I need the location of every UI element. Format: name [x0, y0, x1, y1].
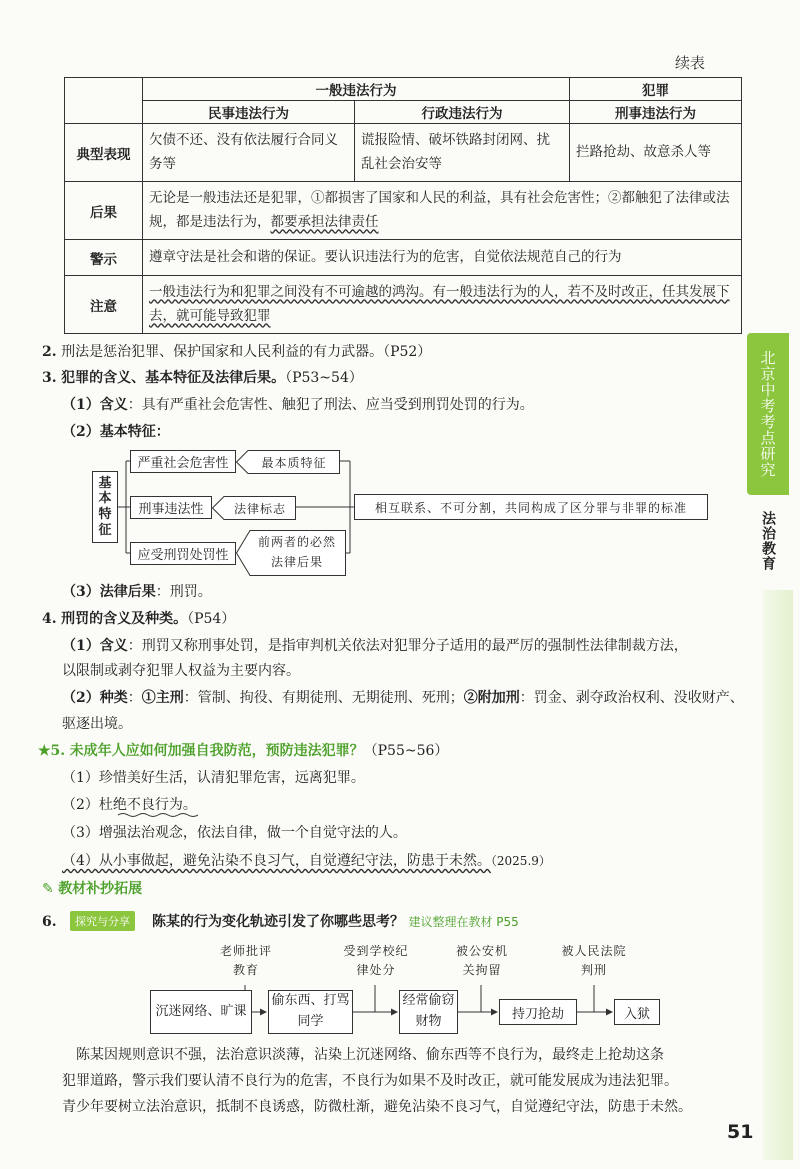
item-text: 刑法是惩治犯罪、保护国家和人民利益的有力武器。（P52）	[61, 344, 432, 360]
feature-box: 严重社会危害性	[130, 450, 236, 473]
page-number: 51	[727, 1121, 754, 1143]
table-cell: 拦路抢劫、故意杀人等	[570, 124, 742, 182]
col-admin-header: 行政违法行为	[355, 101, 570, 124]
continued-label: 续表	[674, 54, 705, 72]
group-crime-header: 犯罪	[570, 78, 742, 101]
prevention-point-text: （4）从小事做起，避免沾染不良习气，自觉遵纪守法，防患于未然。	[62, 853, 491, 869]
item-number: ★5.	[38, 743, 66, 759]
subject-side-label: 法治教育	[760, 511, 776, 571]
point-label: （3）法律后果	[62, 584, 156, 600]
item-title: 刑罚的含义及种类。	[61, 611, 188, 627]
feature-box: 刑事违法性	[130, 496, 212, 519]
feature-box: 应受刑罚处罚性	[130, 542, 236, 565]
row-head: 警示	[65, 240, 143, 276]
item-3-features-label: （2）基本特征：	[62, 424, 170, 440]
item-number: 4.	[42, 611, 57, 627]
table-cell: 欠债不还、没有依法履行合同义务等	[143, 124, 355, 182]
trajectory-step: 沉迷网络、旷课	[150, 990, 252, 1034]
note-text: 前两者的必然法律后果	[257, 535, 336, 569]
trigger-label: 被公安机关拘留	[455, 944, 508, 978]
trigger-label: 老师批评教育	[219, 944, 272, 978]
item-4-types-cont: 驱逐出境。	[62, 716, 132, 732]
point-label: （2）种类	[62, 690, 128, 706]
prevention-point: （1）珍惜美好生活，认清犯罪危害，远离犯罪。	[62, 770, 365, 786]
page-ref: （P55~56）	[363, 743, 449, 759]
main-penalty-text: ：管制、拘役、有期徒刑、无期徒刑、死刑；	[183, 690, 464, 706]
note-text: 法律标志	[233, 501, 286, 516]
point-label: （1）含义	[62, 638, 128, 654]
diagram-root: 基本特征	[92, 471, 118, 543]
row-head: 注意	[65, 276, 143, 334]
note-text: 一般违法行为和犯罪之间没有不可逾越的鸿沟。有一般违法行为的人，若不及时改正，任其发展下去，就可能导致犯罪	[149, 283, 730, 324]
trajectory-step: 经常偷窃财物	[399, 990, 458, 1034]
consequence-emphasis: 都要承担法律责任	[270, 213, 379, 230]
row-head: 典型表现	[65, 124, 143, 182]
consequence-text: 无论是一般违法还是犯罪，①都损害了国家和人民的利益，具有社会危害性；②都触犯了法律或法规，都是违法行为，	[149, 189, 730, 230]
item-title: 未成年人应如何加强自我防范，预防违法犯罪？	[69, 743, 364, 759]
item-number: 2.	[42, 344, 57, 360]
item-4-types: （2）种类：①主刑：管制、拘役、有期徒刑、无期徒刑、死刑；②附加刑：罚金、剥夺政治权利、没收财产、	[62, 690, 744, 706]
additional-penalty-label: ②附加刑	[463, 690, 520, 706]
summary-box: 相互联系、不可分割，共同构成了区分罪与非罪的标准	[354, 494, 708, 520]
item-4-meaning-cont: 以限制或剥夺犯罪人权益为主要内容。	[62, 663, 300, 679]
conclusion-line: 青少年要树立法治意识，抵制不良诱惑，防微杜渐，避免沾染不良习气，自觉遵纪守法，防患于未然。	[62, 1099, 692, 1115]
textbook-hint: 建议整理在教材 P55	[408, 915, 519, 929]
page-ref: （P53~54）	[285, 370, 363, 386]
point-text: ：刑罚。	[155, 584, 212, 600]
exam-year: （2025.9）	[490, 854, 551, 868]
trajectory-step: 入狱	[614, 999, 660, 1025]
table-cell: 遵章守法是社会和谐的保证。要认识违法行为的危害，自觉依法规范自己的行为	[143, 240, 742, 276]
explore-share-tag: 探究与分享	[70, 911, 135, 931]
page-ref: （P54）	[187, 611, 236, 627]
supplement-title: 教材补抄拓展	[58, 881, 143, 897]
point-text: ：刑罚又称刑事处罚，是指审判机关依法对犯罪分子适用的最严厉的强制性法律制裁方法，	[127, 638, 688, 654]
prevention-point: （2）杜绝不良行为。	[62, 797, 197, 813]
prevention-point: （3）增强法治观念，依法自律，做一个自觉守法的人。	[62, 825, 407, 841]
col-criminal-header: 刑事违法行为	[570, 101, 742, 124]
item-number: 6.	[42, 914, 57, 930]
row-head: 后果	[65, 182, 143, 240]
trajectory-step: 偷东西、打骂同学	[268, 990, 353, 1034]
table-cell: 谎报险情、破坏铁路封闭网、扰乱社会治安等	[355, 124, 570, 182]
item-title: 犯罪的含义、基本特征及法律后果。	[61, 370, 286, 386]
main-penalty-label: ①主刑	[141, 690, 184, 706]
item-number: 3.	[42, 370, 57, 386]
trajectory-step: 持刀抢劫	[499, 999, 577, 1025]
chapter-side-tab[interactable]: 北京中考考点研究	[747, 333, 789, 495]
point-label: （1）含义	[62, 397, 128, 413]
item-question: 陈某的行为变化轨迹引发了你哪些思考？	[152, 914, 404, 930]
group-general-header: 一般违法行为	[143, 78, 570, 101]
conclusion-line: 犯罪道路，警示我们要认清不良行为的危害，不良行为如果不及时改正，就可能发展成为违法犯罪。	[62, 1073, 678, 1089]
additional-penalty-text: ：罚金、剥夺政治权利、没收财产、	[519, 690, 744, 706]
note-text: 最本质特征	[261, 455, 327, 470]
pen-icon: ✎	[42, 881, 54, 897]
conclusion-line: 陈某因规则意识不强，法治意识淡薄，沾染上沉迷网络、偷东西等不良行为，最终走上抢劫这条	[76, 1047, 664, 1063]
trigger-label: 被人民法院判刑	[561, 944, 627, 978]
trigger-label: 受到学校纪律处分	[343, 944, 409, 978]
point-text: ：具有严重社会危害性、触犯了刑法、应当受到刑罚处罚的行为。	[127, 397, 534, 413]
col-civil-header: 民事违法行为	[143, 101, 355, 124]
